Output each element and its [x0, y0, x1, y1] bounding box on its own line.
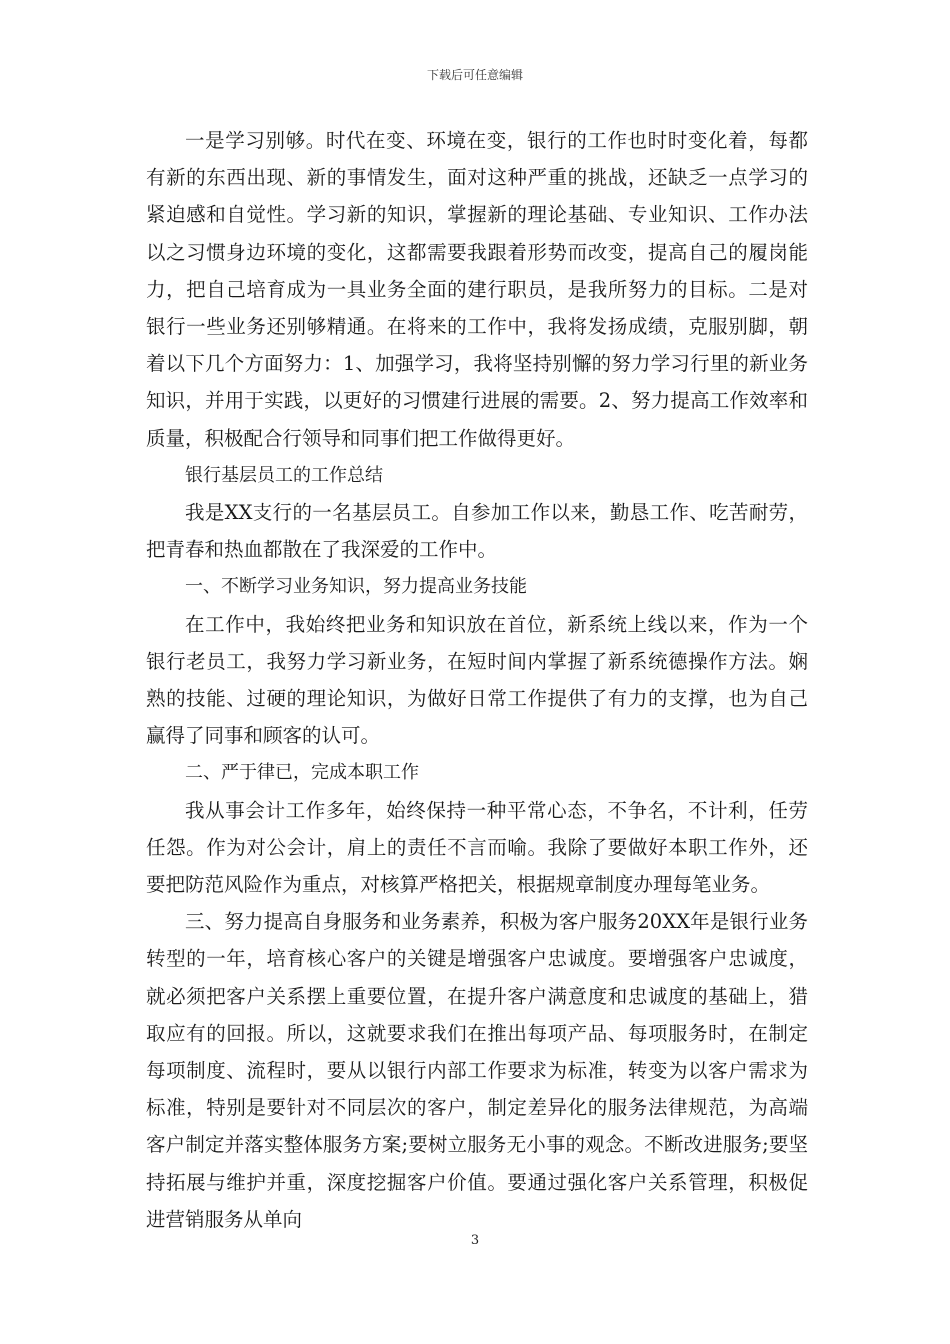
section-title: 银行基层员工的工作总结 [185, 464, 383, 486]
paragraph-intro: 我是XX支行的一名基层员工。自参加工作以来，勤恳工作、吃苦耐劳，把青春和热血都散在了我深爱的工作中。 [146, 501, 808, 562]
page-number: 3 [470, 1233, 480, 1248]
heading-1: 一、不断学习业务知识，努力提高业务技能 [185, 576, 527, 598]
paragraph-customer-service: 三、努力提高自身服务和业务素养，积极为客户服务20XX年是银行业务转型的一年，培育核心客户的关键是增强客户忠诚度。要增强客户忠诚度，就必须把客户关系摆上重要位置，在提升客户满意度和忠诚度的基础上，猎取应有的回报。所以，这就要求我们在推出每项产品、每项服务时，在制定每项制度、流程时，要从以银行内部工作要求为标准，转变为以客户需求为标准，特别是要针对不同层次的客户，制定差异化的服务法律规范，为高端客户制定并落实整体服务方案;要树立服务无小事的观念。不断改进服务;要坚持拓展与维护并重，深度挖掘客户价值。要通过强化客户关系管理，积极促进营销服务从单向 [146, 910, 808, 1231]
paragraph-learning-shortcomings: 一是学习别够。时代在变、环境在变，银行的工作也时时变化着，每都有新的东西出现、新的事情发生，面对这种严重的挑战，还缺乏一点学习的紧迫感和自觉性。学习新的知识，掌握新的理论基础、专业知识、工作办法以之习惯身边环境的变化，这都需要我跟着形势而改变，提高自己的履岗能力，把自己培育成为一具业务全面的建行职员，是我所努力的目标。二是对银行一些业务还别够精通。在将来的工作中，我将发扬成绩，克服别脚，朝着以下几个方面努力：1、加强学习，我将坚持别懈的努力学习行里的新业务知识，并用于实践，以更好的习惯建行进展的需要。2、努力提高工作效率和质量，积极配合行领导和同事们把工作做得更好。 [146, 129, 808, 450]
heading-2: 二、严于律已，完成本职工作 [185, 762, 419, 784]
paragraph-business-skills: 在工作中，我始终把业务和知识放在首位，新系统上线以来，作为一个银行老员工，我努力学习新业务，在短时间内掌握了新系统德操作方法。娴熟的技能、过硬的理论知识，为做好日常工作提供了有力的支撑，也为自己赢得了同事和顾客的认可。 [146, 612, 808, 748]
page-header-note: 下载后可任意编辑 [426, 68, 523, 82]
paragraph-accounting-duty: 我从事会计工作多年，始终保持一种平常心态，不争名，不计利，任劳任怨。作为对公会计，肩上的责任不言而喻。我除了要做好本职工作外，还要把防范风险作为重点，对核算严格把关，根据规章制度办理每笔业务。 [146, 798, 808, 897]
document-body [146, 122, 808, 1238]
